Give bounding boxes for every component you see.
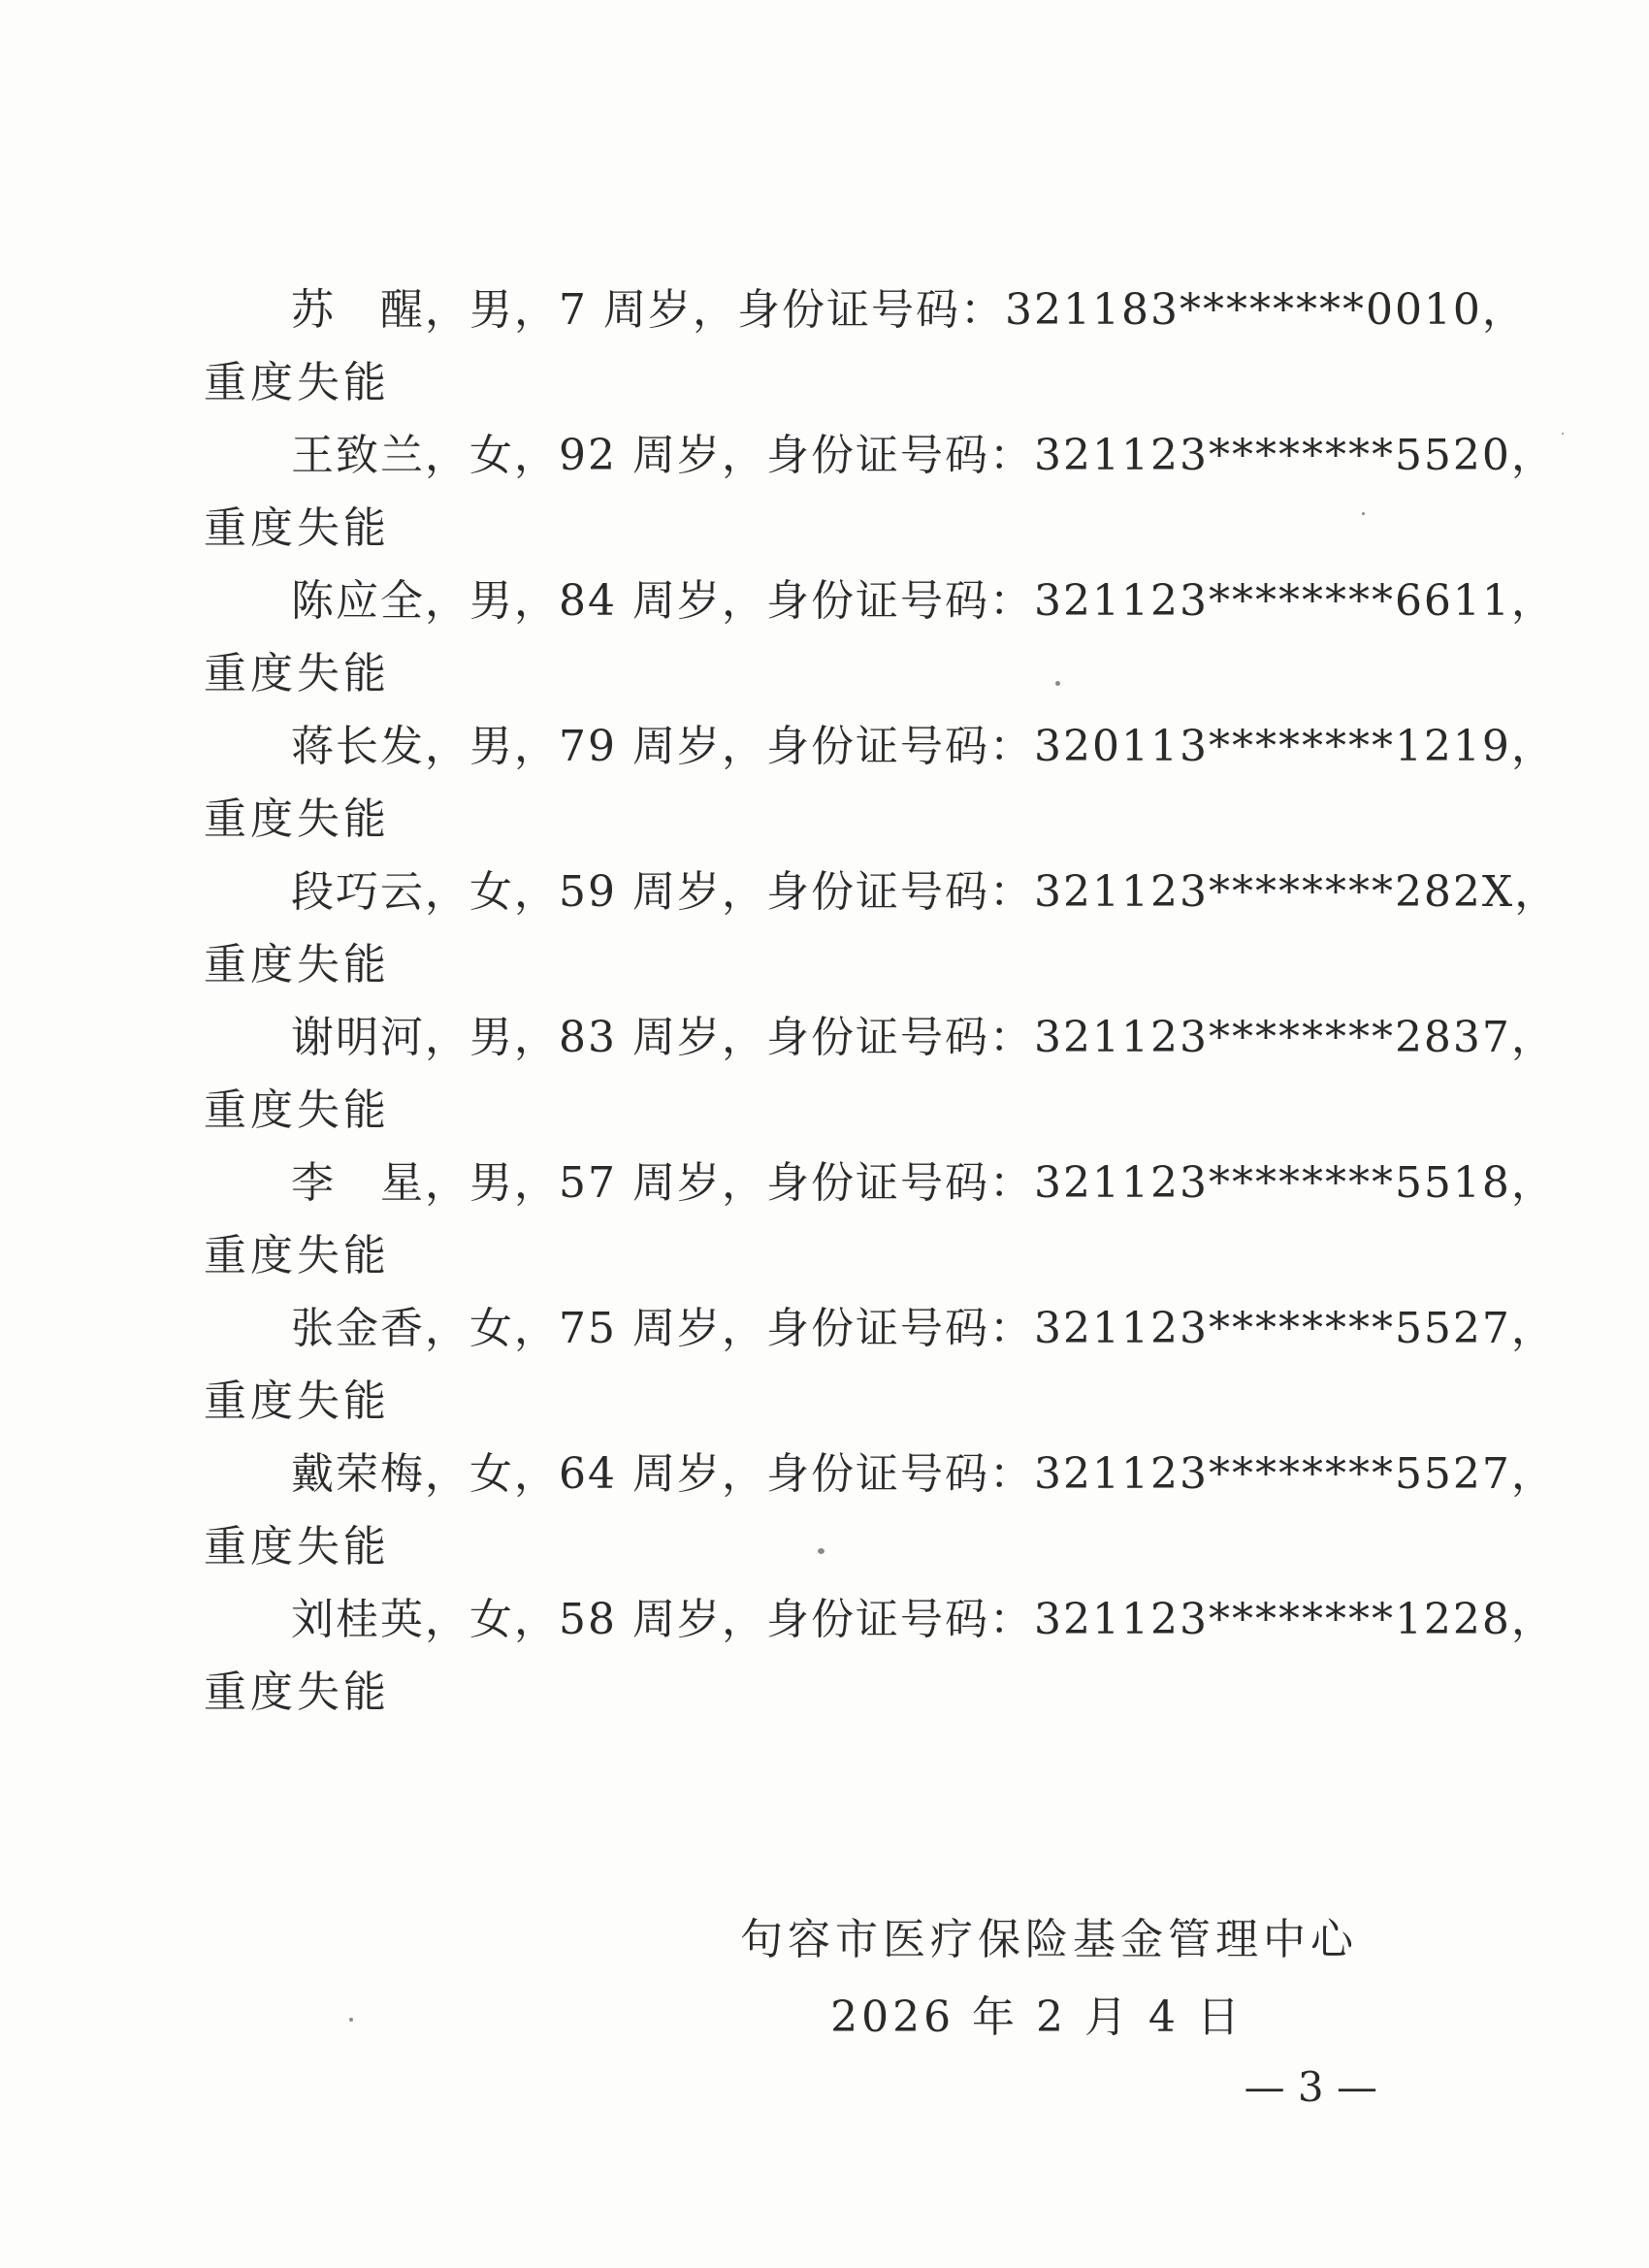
- entry-details: 戴荣梅，女，64 周岁，身份证号码：321123********5527，: [291, 1449, 1556, 1499]
- list-item: [204, 710, 1556, 856]
- entry-status: 重度失能: [204, 1377, 390, 1426]
- entry-details: 谢明河，男，83 周岁，身份证号码：321123********2837，: [291, 1013, 1556, 1062]
- list-item: [204, 1292, 1556, 1438]
- entry-details: 李 星，男，57 周岁，身份证号码：321123********5518，: [291, 1158, 1556, 1208]
- entry-details: 刘桂英，女，58 周岁，身份证号码：321123********1228，: [291, 1595, 1556, 1644]
- entry-status: 重度失能: [204, 1231, 390, 1280]
- list-item: [204, 1001, 1556, 1147]
- list-item: [204, 565, 1556, 710]
- entry-status: 重度失能: [204, 794, 390, 844]
- entry-list: [204, 274, 1560, 1729]
- entry-details: 苏 醒，男，7 周岁，身份证号码：321183********0010，: [291, 285, 1527, 335]
- issuing-organization: 句容市医疗保险基金管理中心: [740, 1915, 1358, 1964]
- list-item: [204, 1438, 1556, 1583]
- scan-speck: [349, 2018, 353, 2022]
- entry-details: 张金香，女，75 周岁，身份证号码：321123********5527，: [291, 1304, 1556, 1353]
- scan-speck: [818, 1548, 824, 1554]
- scan-speck: [1362, 512, 1365, 515]
- entry-status: 重度失能: [204, 1668, 390, 1717]
- entry-details: 陈应全，男，84 周岁，身份证号码：321123********6611，: [291, 576, 1556, 626]
- entry-status: 重度失能: [204, 1522, 390, 1571]
- entry-details: 王致兰，女，92 周岁，身份证号码：321123********5520，: [291, 431, 1556, 480]
- entry-status: 重度失能: [204, 358, 390, 407]
- list-item: [204, 1583, 1556, 1729]
- issue-date: 2026 年 2 月 4 日: [830, 1993, 1244, 2042]
- entry-details: 段巧云，女，59 周岁，身份证号码：321123********282X，: [291, 867, 1560, 917]
- signature-block: [740, 1901, 1358, 2057]
- list-item: [204, 856, 1560, 1001]
- entry-details: 蒋长发，男，79 周岁，身份证号码：320113********1219，: [291, 722, 1556, 771]
- entry-status: 重度失能: [204, 503, 390, 553]
- page-number: — 3 —: [1244, 2063, 1377, 2111]
- entry-status: 重度失能: [204, 940, 390, 989]
- list-item: [204, 1147, 1556, 1292]
- list-item: [204, 274, 1527, 419]
- list-item: [204, 419, 1556, 565]
- scan-speck: [1562, 433, 1564, 435]
- scan-speck: [1055, 681, 1060, 686]
- entry-status: 重度失能: [204, 649, 390, 698]
- entry-status: 重度失能: [204, 1085, 390, 1135]
